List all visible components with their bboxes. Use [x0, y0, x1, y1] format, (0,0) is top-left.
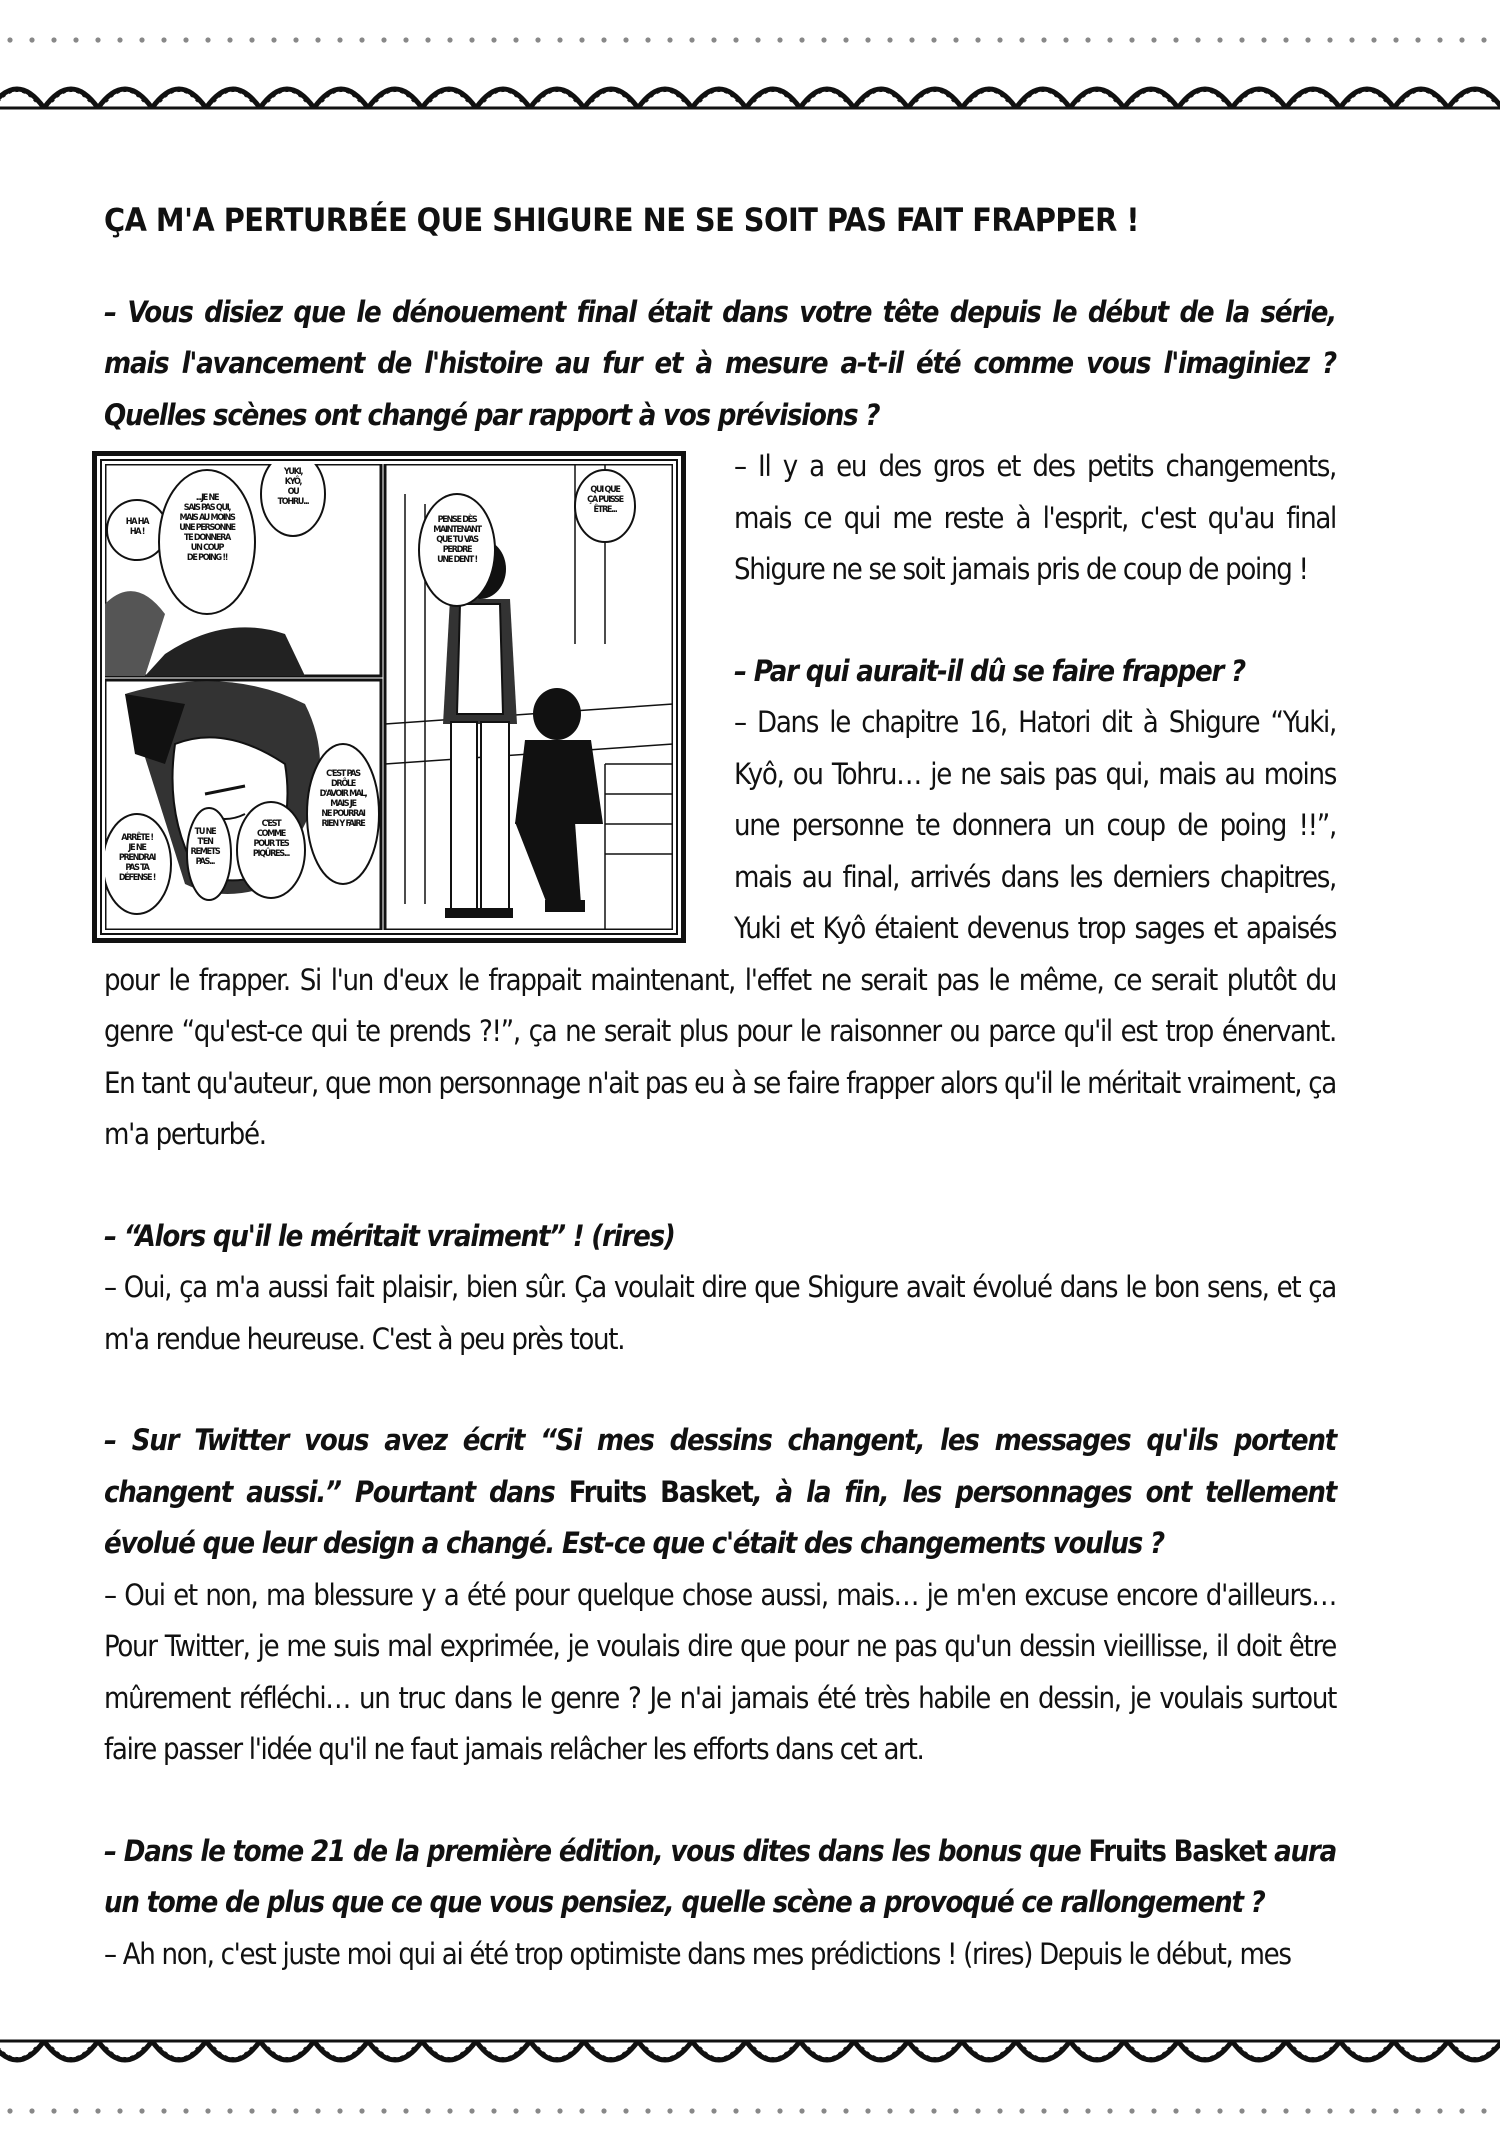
speech-balloon-text: YUKI, KYÔ, OU TOHRU...	[277, 467, 309, 507]
spacer	[104, 1161, 1336, 1211]
spacer	[104, 1776, 1336, 1826]
manga-illustration	[92, 441, 704, 941]
question-3: – “Alors qu'il le méritait vraiment” ! (rires)	[104, 1218, 675, 1253]
answer-2: – Dans le chapitre 16, Hatori dit à Shigure “Yuki, Kyô, ou Tohru… je ne sais pas qui, mais au moins une personne te donnera un coup de poing !!”, mais au final, arrivés dans les derniers chapitres, Yuki et Kyô étaient devenus trop sages et apaisés pour le frapper. Si l'un d'eux le frappait maintenant, l'effet ne serait pas le même, ce serait plutôt du genre “qu'est-ce qui te prends ?!”, ça ne serait plus pour le raisonner ou parce qu'il est trop énervant. En tant qu'auteur, que mon personnage n'ait pas eu à se faire frapper alors qu'il le méritait vraiment, ça m'a perturbé.	[104, 705, 1336, 1151]
speech-balloon-text: QUI QUE ÇA PUISSE ÊTRE...	[587, 485, 623, 515]
interview-article	[104, 195, 1336, 1980]
speech-balloon-text: ...JE NE SAIS PAS QUI, MAIS AU MOINS UNE PERSONNE TE DONNERA UN COUP DE POING !!	[179, 493, 235, 563]
manga-panels-image	[105, 464, 673, 930]
question-4-part-b: , à la fin, les personnages ont tellement évolué que leur design a changé. Est-ce que c'était des changements voulus ?	[104, 1474, 1337, 1560]
answer-5: – Ah non, c'est juste moi qui ai été trop optimiste dans mes prédictions ! (rires) Depuis le début, mes	[104, 1936, 1291, 1971]
speech-balloon-text: C'EST PAS DRÔLE D'AVOIR MAL, MAIS JE NE POURRAI RIEN Y FAIRE	[319, 769, 367, 829]
answer-4: – Oui et non, ma blessure y a été pour quelque chose aussi, mais… je m'en excuse encore d'ailleurs… Pour Twitter, je me suis mal exprimée, je voulais dire que pour ne pas qu'un dessin vieillisse, il doit être mûrement réfléchi… un truc dans le genre ? Je n'ai jamais été très habile en dessin, je voulais surtout faire passer l'idée qu'il ne faut jamais relâcher les efforts dans cet art.	[104, 1577, 1336, 1766]
manga-frame	[92, 451, 686, 943]
series-title: Fruits Basket	[1088, 1833, 1267, 1868]
question-4-part-a: – Sur Twitter vous avez écrit “Si mes dessins changent, les messages qu'ils portent changent aussi.” Pourtant dans	[104, 1423, 1336, 1509]
question-5-part-b: aura un tome de plus que ce que vous pensiez, quelle scène a provoqué ce rallongement ?	[104, 1833, 1336, 1919]
speech-balloon-text: TU NE T'EN REMETS PAS...	[190, 827, 220, 867]
speech-balloon-text: HA HA HA !	[125, 517, 149, 537]
question-4	[104, 1415, 1336, 1570]
question-1: – Vous disiez que le dénouement final était dans votre tête depuis le début de la série, mais l'avancement de l'histoire au fur et à mesure a-t-il été comme vous l'imaginiez ? Quelles scènes ont changé par rapport à vos prévisions ?	[104, 294, 1336, 432]
answer-3: – Oui, ça m'a aussi fait plaisir, bien sûr. Ça voulait dire que Shigure avait évolué dans le bon sens, et ça m'a rendue heureuse. C'est à peu près tout.	[104, 1270, 1336, 1356]
speech-balloon-text: PENSE DÈS MAINTENANT QUE TU VAS PERDRE UNE DENT !	[433, 515, 481, 565]
answer-1-text: – Il y a eu des gros et des petits changements, mais ce qui me reste à l'esprit, c'est qu'au final Shigure ne se soit jamais pris de coup de poing !	[734, 449, 1336, 586]
article-headline: ÇA M'A PERTURBÉE QUE SHIGURE NE SE SOIT PAS FAIT FRAPPER !	[104, 201, 1139, 239]
top-decorative-border	[0, 0, 1500, 130]
question-5-part-a: – Dans le tome 21 de la première édition, vous dites dans les bonus que	[104, 1833, 1089, 1868]
speech-balloon-text: C'EST COMME POUR TES PIQÛRES...	[252, 819, 290, 859]
bottom-decorative-border	[0, 2011, 1500, 2141]
spacer	[104, 1365, 1336, 1415]
answer-1-block	[104, 441, 1336, 1161]
question-2: – Par qui aurait-il dû se faire frapper ?	[734, 653, 1245, 688]
speech-balloon-text: ARRÊTE ! JE NE PRENDRAI PAS TA DÉFENSE !	[118, 833, 156, 883]
series-title: Fruits Basket	[568, 1474, 753, 1509]
question-5	[104, 1826, 1336, 1929]
